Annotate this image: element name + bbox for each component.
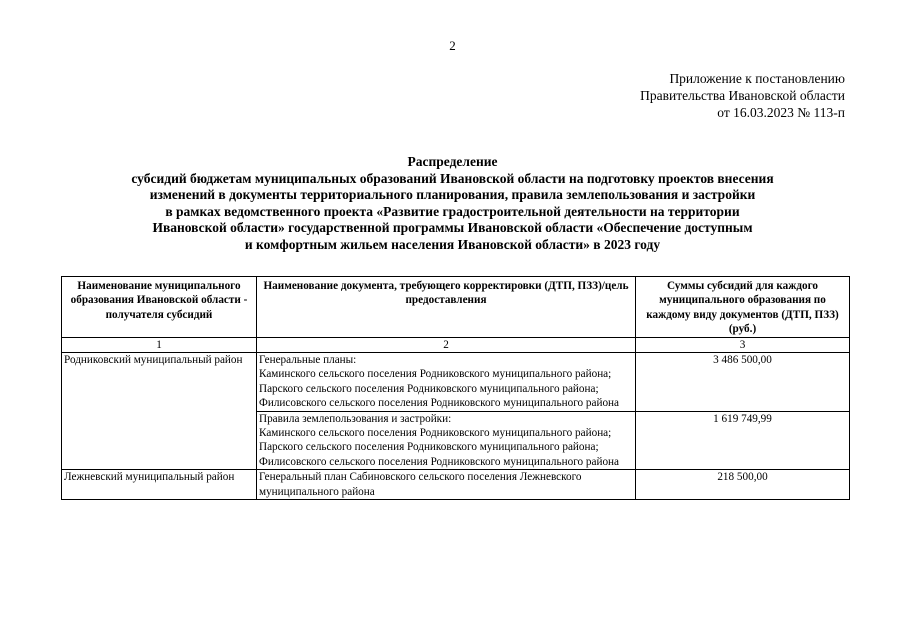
column-number: 1 (62, 337, 257, 352)
document-line: Генеральный план Сабиновского сельского поселения Лежневского муниципального района (259, 471, 582, 498)
amount-cell: 1 619 749,99 (636, 411, 850, 470)
header-municipality: Наименование муниципального образования Ивановской области - получателя субсидий (62, 277, 257, 338)
table-row (62, 470, 850, 500)
document-line: Правила землепользования и застройки: (259, 412, 452, 425)
subsidy-distribution-table (61, 276, 850, 500)
amount-cell: 218 500,00 (636, 470, 850, 500)
document-line: Каминского сельского поселения Родниковского муниципального района; (259, 368, 612, 381)
page-number: 2 (449, 38, 456, 53)
title-heading: Распределение (407, 154, 498, 169)
document-title (60, 154, 845, 253)
header-amount: Суммы субсидий для каждого муниципального образования по каждому виду документов (ДТП, ПЗЗ) (руб.) (636, 277, 850, 338)
title-line: субсидий бюджетам муниципальных образований Ивановской области на подготовку проектов внесения (131, 170, 774, 186)
document-cell (257, 353, 636, 412)
column-number: 2 (257, 337, 636, 352)
table-row (62, 353, 850, 412)
column-number-row (62, 337, 850, 352)
municipality-cell: Лежневский муниципальный район (62, 470, 257, 500)
header-document: Наименование документа, требующего корректировки (ДТП, ПЗЗ)/цель предоставления (257, 277, 636, 338)
title-line: изменений в документы территориального планирования, правила землепользования и застройки (149, 187, 756, 202)
document-line: Филисовского сельского поселения Родниковского муниципального района (259, 455, 619, 468)
appendix-note (640, 70, 845, 121)
title-line: и комфортным жильем населения Ивановской области» в 2023 году (244, 236, 661, 252)
appendix-line-3: от 16.03.2023 № 113-п (717, 105, 845, 120)
municipality-cell: Родниковский муниципальный район (62, 353, 257, 470)
document-line: Филисовского сельского поселения Родниковского муниципального района (259, 397, 619, 410)
document-line: Парского сельского поселения Родниковского муниципального района; (259, 382, 599, 395)
title-line: Ивановской области» государственной программы Ивановской области «Обеспечение доступным (152, 220, 753, 235)
column-number: 3 (636, 337, 850, 352)
table-header-row (62, 277, 850, 338)
document-line: Каминского сельского поселения Родниковского муниципального района; (259, 427, 612, 440)
document-cell (257, 411, 636, 470)
document-cell (257, 470, 636, 500)
appendix-line-2: Правительства Ивановской области (640, 88, 845, 103)
title-line: в рамках ведомственного проекта «Развитие градостроительной деятельности на территории (165, 203, 740, 219)
document-line: Генеральные планы: (259, 354, 357, 367)
document-line: Парского сельского поселения Родниковского муниципального района; (259, 441, 599, 454)
amount-cell: 3 486 500,00 (636, 353, 850, 412)
appendix-line-1: Приложение к постановлению (669, 71, 845, 86)
